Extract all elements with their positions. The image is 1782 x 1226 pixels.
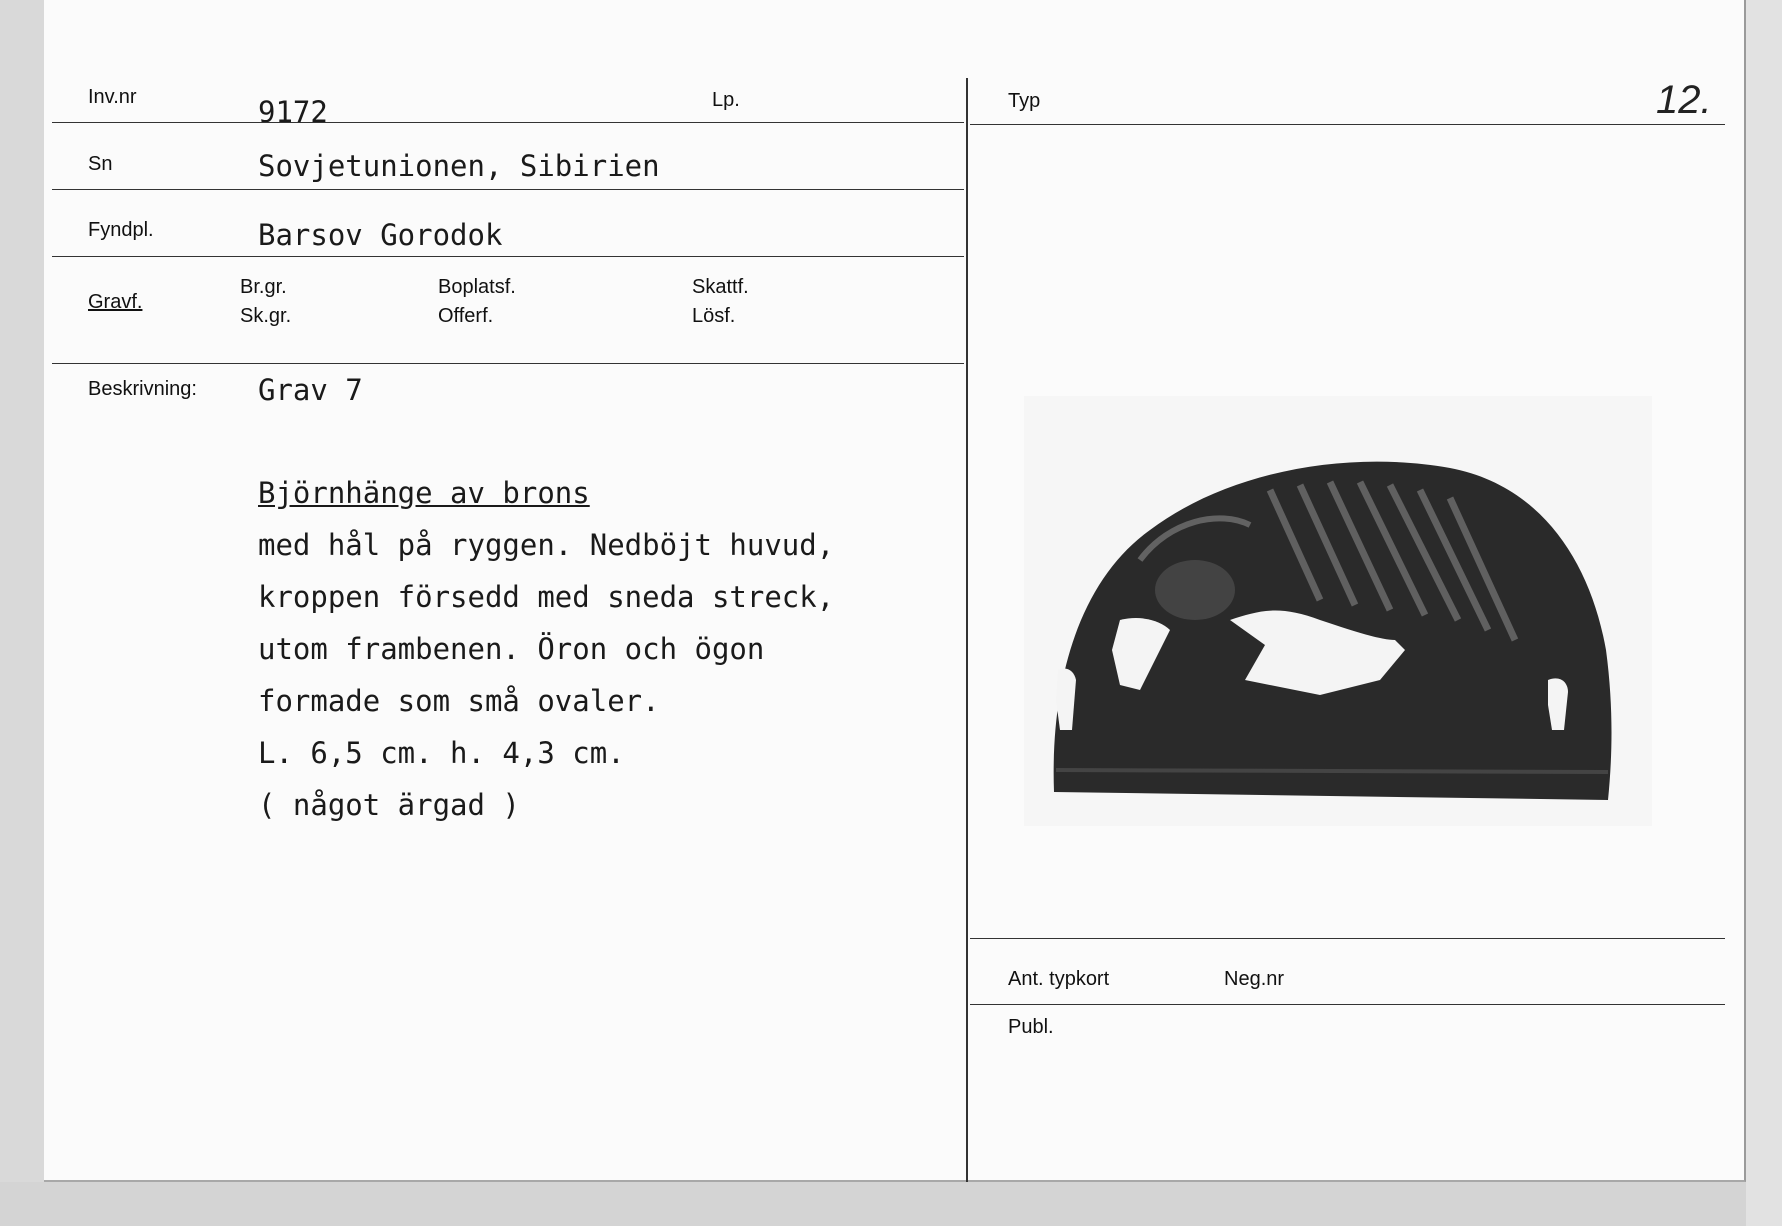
negnr-label: Neg.nr: [1224, 968, 1285, 990]
sn-label: Sn: [88, 153, 113, 175]
description-line: ( något ärgad ): [258, 788, 520, 822]
publ-label: Publ.: [1008, 1016, 1054, 1038]
divider-ant: [970, 1004, 1725, 1005]
lp-label: Lp.: [712, 89, 740, 111]
skattf-label: Skattf.: [692, 276, 749, 298]
inv-value: 9172: [258, 95, 328, 129]
fyndpl-value: Barsov Gorodok: [258, 218, 503, 252]
typ-value: 12.: [1656, 78, 1712, 122]
losf-label: Lösf.: [692, 305, 736, 327]
scan-right-edge: [1746, 0, 1782, 1226]
grave-value: Grav 7: [258, 373, 363, 407]
beskrivning-label: Beskrivning:: [88, 378, 197, 400]
description-line: med hål på ryggen. Nedböjt huvud,: [258, 528, 835, 562]
brgr-label: Br.gr.: [240, 276, 287, 298]
description-line: formade som små ovaler.: [258, 684, 660, 718]
boplatsf-label: Boplatsf.: [438, 276, 516, 298]
divider-photo: [970, 938, 1725, 939]
divider-inv: [52, 122, 964, 123]
skgr-label: Sk.gr.: [240, 305, 292, 327]
description-line: utom frambenen. Öron och ögon: [258, 632, 765, 666]
scan-bottom-edge: [0, 1182, 1782, 1226]
typ-label: Typ: [1008, 90, 1041, 112]
divider-typ: [970, 124, 1725, 125]
sn-value: Sovjetunionen, Sibirien: [258, 149, 660, 183]
divider-sn: [52, 189, 964, 190]
description-title: Björnhänge av brons: [258, 476, 590, 510]
offerf-label: Offerf.: [438, 305, 494, 327]
gravf-label: Gravf.: [88, 291, 143, 313]
divider-gravf: [52, 363, 964, 364]
bear-pendant-photo: [1020, 430, 1640, 810]
divider-fyndpl: [52, 256, 964, 257]
description-line: L. 6,5 cm. h. 4,3 cm.: [258, 736, 625, 770]
inv-label: Inv.nr: [88, 86, 137, 108]
fyndpl-label: Fyndpl.: [88, 219, 154, 241]
description-line: kroppen försedd med sneda streck,: [258, 580, 835, 614]
ant-typkort-label: Ant. typkort: [1008, 968, 1110, 990]
column-divider: [966, 78, 968, 1182]
